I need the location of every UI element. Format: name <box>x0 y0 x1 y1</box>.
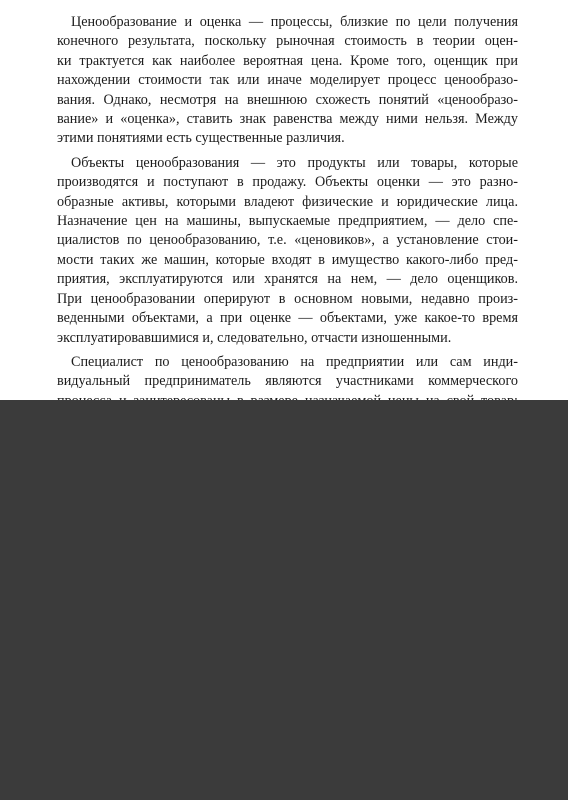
text-line: мости таких же машин, которые входят в имущество какого-либо пред- <box>57 251 518 268</box>
text-line: вания. Однако, несмотря на внешнюю схожесть понятий «ценообразо- <box>57 91 518 108</box>
text-line: нахождении стоимости так или иначе моделирует процесс ценообразо- <box>57 72 518 89</box>
paragraph-2 <box>57 154 518 348</box>
text-line: веденными объектами, а при оценке — объектами, уже какое-то время <box>57 310 518 327</box>
text-line: Ценообразование и оценка — процессы, близкие по цели получения <box>71 14 518 30</box>
body-text <box>57 13 518 450</box>
text-line: конечного результата, поскольку рыночная стоимость в теории оцен- <box>57 33 518 50</box>
text-line: ки трактуется как наиболее вероятная цена. Кроме того, оценщик при <box>57 52 518 69</box>
text-line: Специалист по ценообразованию на предприятии или сам инди- <box>71 353 518 370</box>
text-line: Объекты ценообразования — это продукты или товары, которые <box>71 154 518 171</box>
text-line: видуальный предприниматель являются участниками коммерческого <box>57 373 518 390</box>
text-line: При ценообразовании оперируют в основном новыми, недавно произ- <box>57 290 518 307</box>
text-line: циалистов по ценообразованию, т.е. «ценовиков», а установление стои- <box>57 232 518 249</box>
text-line: вание» и «оценка», ставить знак равенства между ними нельзя. Между <box>57 111 518 128</box>
redaction-block <box>0 400 568 800</box>
text-line: образные активы, которыми владеют физические и юридические лица. <box>57 193 518 210</box>
text-line: этими понятиями есть существенные различия. <box>57 130 345 147</box>
text-line: производятся и поступают в продажу. Объекты оценки — это разно- <box>57 174 518 191</box>
text-line: Назначение цен на машины, выпускаемые предприятием, — дело спе- <box>57 213 518 230</box>
text-line: приятия, эксплуатируются или хранятся на нем, — дело оценщиков. <box>57 271 518 288</box>
paragraph-1 <box>57 13 518 149</box>
text-line: эксплуатировавшимися и, следовательно, отчасти изношенными. <box>57 329 452 346</box>
